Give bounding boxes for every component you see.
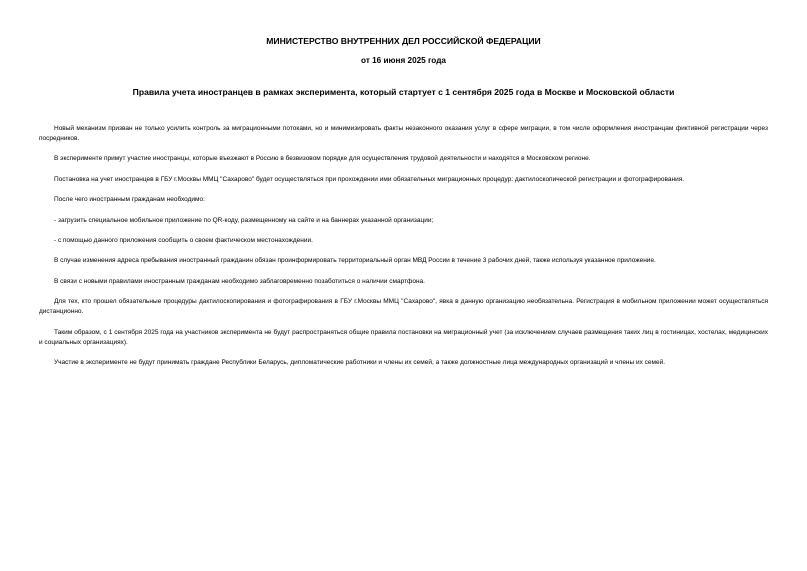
paragraph-8: В связи с новыми правилами иностранным гражданам необходимо заблаговременно позаботиться о наличии смартфона. [54, 277, 425, 285]
paragraph-11: Участие в эксперименте не будут принимать граждане Республики Беларусь, дипломатические работники и члены их семей, а также должностные лица международных организаций и члены их семей. [54, 358, 666, 366]
document-body [39, 124, 768, 378]
document-date: от 16 июня 2025 года [361, 56, 446, 65]
document-title: Правила учета иностранцев в рамках эксперимента, который стартует с 1 сентября 2025 года в Москве и Московской области [132, 87, 675, 97]
paragraph-10: Таким образом, с 1 сентября 2025 года на участников эксперимента не будут распространяться общие правила постановки на миграционный учет (за исключением случаев размещения таких лиц в гостиницах, хостелах, медицинских и социальных организациях). [39, 328, 768, 346]
list-item-2: - с помощью данного приложения сообщить о своем фактическом местонахождении. [54, 236, 313, 244]
paragraph-4: После чего иностранным гражданам необходимо: [54, 196, 205, 204]
paragraph-7: В случае изменения адреса пребывания иностранный гражданин обязан проинформировать территориальный орган МВД России в течение 3 рабочих дней, также используя указанное приложение. [54, 257, 656, 265]
ministry-heading: МИНИСТЕРСТВО ВНУТРЕННИХ ДЕЛ РОССИЙСКОЙ ФЕДЕРАЦИИ [266, 36, 541, 46]
paragraph-1: Новый механизм призван не только усилить контроль за миграционными потоками, но и минимизировать факты незаконного оказания услуг в сфере миграции, в том числе оформления иностранцам фиктивной регистрации через посредников. [39, 125, 768, 142]
paragraph-2: В эксперименте примут участие иностранцы, которые въезжают в Россию в безвизовом порядке для осуществления трудовой деятельности и находятся в Московском регионе. [54, 155, 591, 163]
list-item-1: - загрузить специальное мобильное приложение по QR-коду, размещенному на сайте и на баннерах указанной организации; [54, 216, 434, 224]
paragraph-9: Для тех, кто прошел обязательные процедуры дактилоскопирования и фотографирования в ГБУ г.Москвы ММЦ "Сахарово", явка в данную организацию необязательна. Регистрация в мобильном приложении может осуществляться дистанционно. [39, 298, 768, 316]
paragraph-3: Постановка на учет иностранцев в ГБУ г.Москвы ММЦ "Сахарово" будет осуществляться при прохождении ими обязательных миграционных процедур: дактилоскопической регистрации и фотографирования. [54, 175, 685, 183]
